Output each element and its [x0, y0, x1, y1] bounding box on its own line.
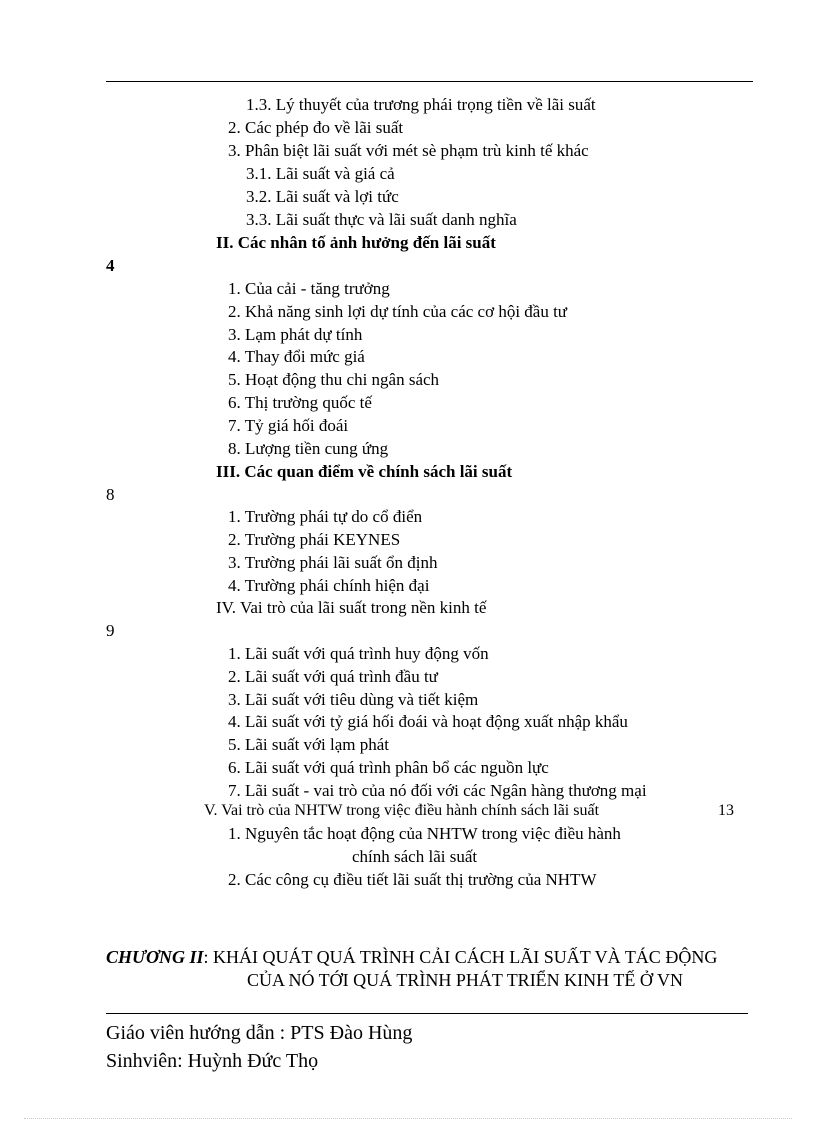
toc-item-3-2: 3.2. Lãi suất và lợi tức [246, 187, 399, 206]
section-4-item: 1. Lãi suất với quá trình huy động vốn [228, 644, 489, 663]
section-5-item-1: 1. Nguyên tắc hoạt động của NHTW trong việc điều hành [228, 824, 621, 843]
section-3-item: 4. Trường phái chính hiện đại [228, 576, 430, 595]
page-bottom-border [24, 1118, 792, 1119]
footer-rule [106, 1013, 748, 1014]
section-3-item: 1. Trường phái tự do cổ điển [228, 507, 423, 526]
section-2-heading: II. Các nhân tố ảnh hưởng đến lãi suất [216, 233, 496, 252]
section-4-item: 2. Lãi suất với quá trình đầu tư [228, 667, 438, 686]
section-2-item: 4. Thay đổi mức giá [228, 347, 365, 366]
chapter-title-line-2: CỦA NÓ TỚI QUÁ TRÌNH PHÁT TRIỂN KINH TẾ Ở VN [247, 970, 684, 990]
section-2-item: 3. Lạm phát dự tính [228, 325, 363, 344]
header-rule [106, 81, 753, 82]
section-4-item: 7. Lãi suất - vai trò của nó đối với các Ngân hàng thương mại [228, 781, 647, 800]
section-5-heading: V. Vai trò của NHTW trong việc điều hành chính sách lãi suất [204, 802, 600, 819]
toc-item-3-3: 3.3. Lãi suất thực và lãi suất danh nghĩa [246, 210, 517, 229]
section-2-item: 6. Thị trường quốc tế [228, 393, 372, 412]
chapter-title [106, 947, 717, 967]
section-2-item: 7. Tỷ giá hối đoái [228, 416, 349, 435]
section-2-item: 2. Khả năng sinh lợi dự tính của các cơ hội đầu tư [228, 302, 568, 321]
section-2-item: 1. Của cải - tăng trưởng [228, 279, 390, 298]
section-4-item: 3. Lãi suất với tiêu dùng và tiết kiệm [228, 690, 479, 709]
chapter-title-line-1: : KHÁI QUÁT QUÁ TRÌNH CẢI CÁCH LÃI SUẤT VÀ TÁC ĐỘNG [203, 947, 718, 967]
toc-item-1-3: 1.3. Lý thuyết của trương phái trọng tiền về lãi suất [246, 95, 596, 114]
teacher-line: Giáo viên hướng dẫn : PTS Đào Hùng [106, 1022, 413, 1044]
chapter-label: CHƯƠNG II [106, 947, 204, 967]
section-4-item: 5. Lãi suất với lạm phát [228, 735, 390, 754]
section-4-heading: IV. Vai trò của lãi suất trong nền kinh tế [216, 598, 487, 617]
section-3-item: 2. Trường phái KEYNES [228, 530, 401, 549]
toc-item-2: 2. Các phép đo về lãi suất [228, 118, 404, 137]
section-5-item-2: 2. Các công cụ điều tiết lãi suất thị trường của NHTW [228, 870, 597, 889]
student-line: Sinhviên: Huỳnh Đức Thọ [106, 1050, 319, 1072]
section-5-page-number: 13 [718, 802, 734, 819]
section-2-item: 5. Hoạt động thu chi ngân sách [228, 370, 440, 389]
section-4-page-number: 9 [106, 621, 115, 640]
toc-item-3-1: 3.1. Lãi suất và giá cả [246, 164, 395, 183]
section-3-heading: III. Các quan điểm về chính sách lãi suất [216, 462, 513, 481]
section-2-item: 8. Lượng tiền cung ứng [228, 439, 389, 458]
section-4-item: 6. Lãi suất với quá trình phân bổ các nguồn lực [228, 758, 549, 777]
toc-item-3: 3. Phân biệt lãi suất với mét sè phạm trù kinh tế khác [228, 141, 589, 160]
section-3-page-number: 8 [106, 485, 115, 504]
section-4-item: 4. Lãi suất với tỷ giá hối đoái và hoạt động xuất nhập khẩu [228, 712, 628, 731]
section-5-item-1-cont: chính sách lãi suất [352, 847, 478, 866]
section-3-item: 3. Trường phái lãi suất ổn định [228, 553, 438, 572]
section-2-page-number: 4 [106, 256, 115, 275]
